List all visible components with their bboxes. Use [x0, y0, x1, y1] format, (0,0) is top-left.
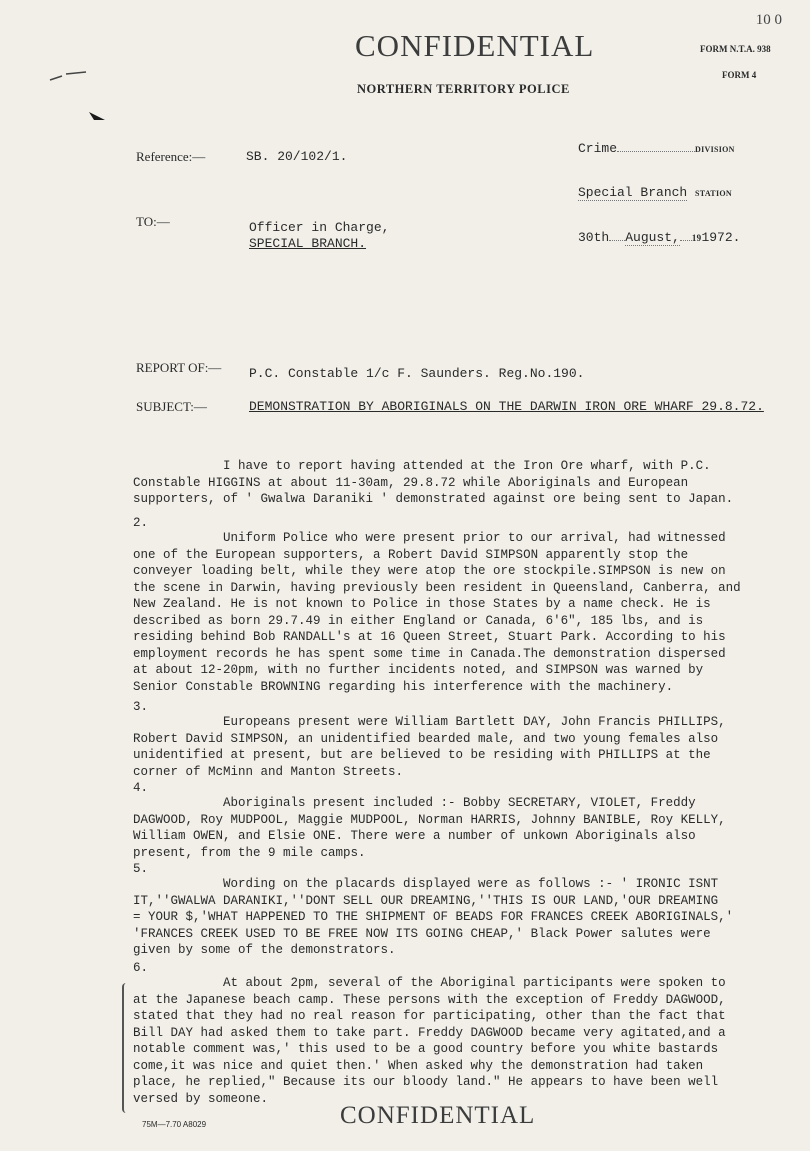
form-print-code: 75M—7.70 A8029	[142, 1120, 207, 1129]
division-label: DIVISION	[695, 145, 735, 154]
date-day: 30th	[578, 230, 610, 245]
station-line	[578, 185, 732, 201]
form-code: FORM N.T.A. 938	[700, 44, 771, 54]
to-line-2: SPECIAL BRANCH.	[249, 236, 367, 251]
report-of-value: P.C. Constable 1/c F. Saunders. Reg.No.190.	[249, 366, 585, 381]
paragraph-2: Uniform Police who were present prior to our arrival, had witnessed one of the European supporters, a Robert David SIMPSON apparently stop the conveyer loading belt, while they were atop the ore stockpile.SIMPSON is new on the scene in Darwin, having previously been resident in Queensland, Canberra, and New Zealand. He is not known to Police in those States by a name check. He is described as born 29.7.49 in either England or Canada, 6'6", 185 lbs, and is residing behind Bob RANDALL's at 16 Queen Street, Stuart Park. According to his employment records he has spent some time in Canada.The demonstration dispersed at about 12-20pm, with no further incidents noted, and SIMPSON was warned by Senior Constable BROWNING regarding his interference with the machinery.	[133, 531, 741, 694]
subject-label: SUBJECT:—	[136, 399, 207, 414]
station-label: STATION	[695, 189, 732, 198]
page-number: 10 0	[755, 12, 782, 28]
margin-bracket-mark	[122, 983, 130, 1113]
organisation-heading: NORTHERN TERRITORY POLICE	[357, 82, 570, 96]
to-line-1: Officer in Charge,	[249, 220, 390, 235]
paragraph-3: Europeans present were William Bartlett DAY, John Francis PHILLIPS, Robert David SIMPSON, an unidentified bearded male, and two young females also unidentified at present, but are believed to be residing with PHILLIPS at the corner of McMinn and Manton Streets.	[133, 715, 726, 779]
confidential-stamp-top: CONFIDENTIAL	[355, 28, 595, 63]
paragraph-4-number: 4.	[133, 781, 149, 795]
paragraph-4: Aboriginals present included :- Bobby SECRETARY, VIOLET, Freddy DAGWOOD, Roy MUDPOOL, Maggie MUDPOOL, Norman HARRIS, Johnny BANIBLE, Roy KELLY, William OWEN, and Elsie ONE. There were a number of unkown Aboriginals also present, from the 9 mile camps.	[133, 796, 726, 860]
to-label: TO:—	[136, 214, 170, 229]
punch-hole-mark	[88, 106, 106, 122]
paragraph-5-number: 5.	[133, 862, 149, 876]
reference-label: Reference:—	[136, 149, 206, 164]
paragraph-2-number: 2.	[133, 516, 149, 530]
date-month: August,	[625, 230, 680, 245]
paragraph-3-number: 3.	[133, 700, 149, 714]
paragraph-6-number: 6.	[133, 961, 149, 975]
form-number: FORM 4	[722, 70, 757, 80]
date-year: 1972.	[701, 230, 741, 245]
paragraph-5: Wording on the placards displayed were as follows :- ' IRONIC ISNT IT,''GWALWA DARANIKI,''DONT SELL OUR DREAMING,''THIS IS OUR LAND,'OUR DREAMING = YOUR $,'WHAT HAPPENED TO THE SHIPMENT OF BEADS FOR FRANCES CREEK ABORIGINALS,' 'FRANCES CREEK USED TO BE FREE NOW ITS GOING CHEAP,' Black Power salutes were given by some of the demonstrators.	[133, 877, 734, 957]
margin-tick-mark	[48, 70, 88, 84]
paragraph-6: At about 2pm, several of the Aboriginal participants were spoken to at the Japanese beach camp. These persons with the exception of Freddy DAGWOOD, stated that they had no real reason for participating, other than the fact that Bill DAY had asked them to take part. Freddy DAGWOOD became very agitated,and a notable comment was,' this used to be a good country before you white bastards come,it was nice and quiet then.' When asked why the demonstration had taken place, he replied," Because its our bloody land." He appears to have been well versed by someone.	[133, 976, 726, 1106]
paragraph-1: I have to report having attended at the Iron Ore wharf, with P.C. Constable HIGGINS at about 11-30am, 29.8.72 while Aboriginals and European supporters, of ' Gwalwa Daraniki ' demonstrated against ore being sent to Japan.	[133, 459, 734, 506]
crime-label: Crime	[578, 141, 618, 156]
confidential-stamp-bottom: CONFIDENTIAL	[340, 1102, 536, 1129]
report-of-label: REPORT OF:—	[136, 360, 222, 375]
station-value: Special Branch	[578, 185, 688, 200]
reference-value: SB. 20/102/1.	[246, 149, 348, 164]
date-line: 30th August, 191972.	[578, 230, 741, 245]
crime-division-line	[578, 141, 735, 156]
subject-value: DEMONSTRATION BY ABORIGINALS ON THE DARWIN IRON ORE WHARF 29.8.72.	[249, 399, 764, 414]
